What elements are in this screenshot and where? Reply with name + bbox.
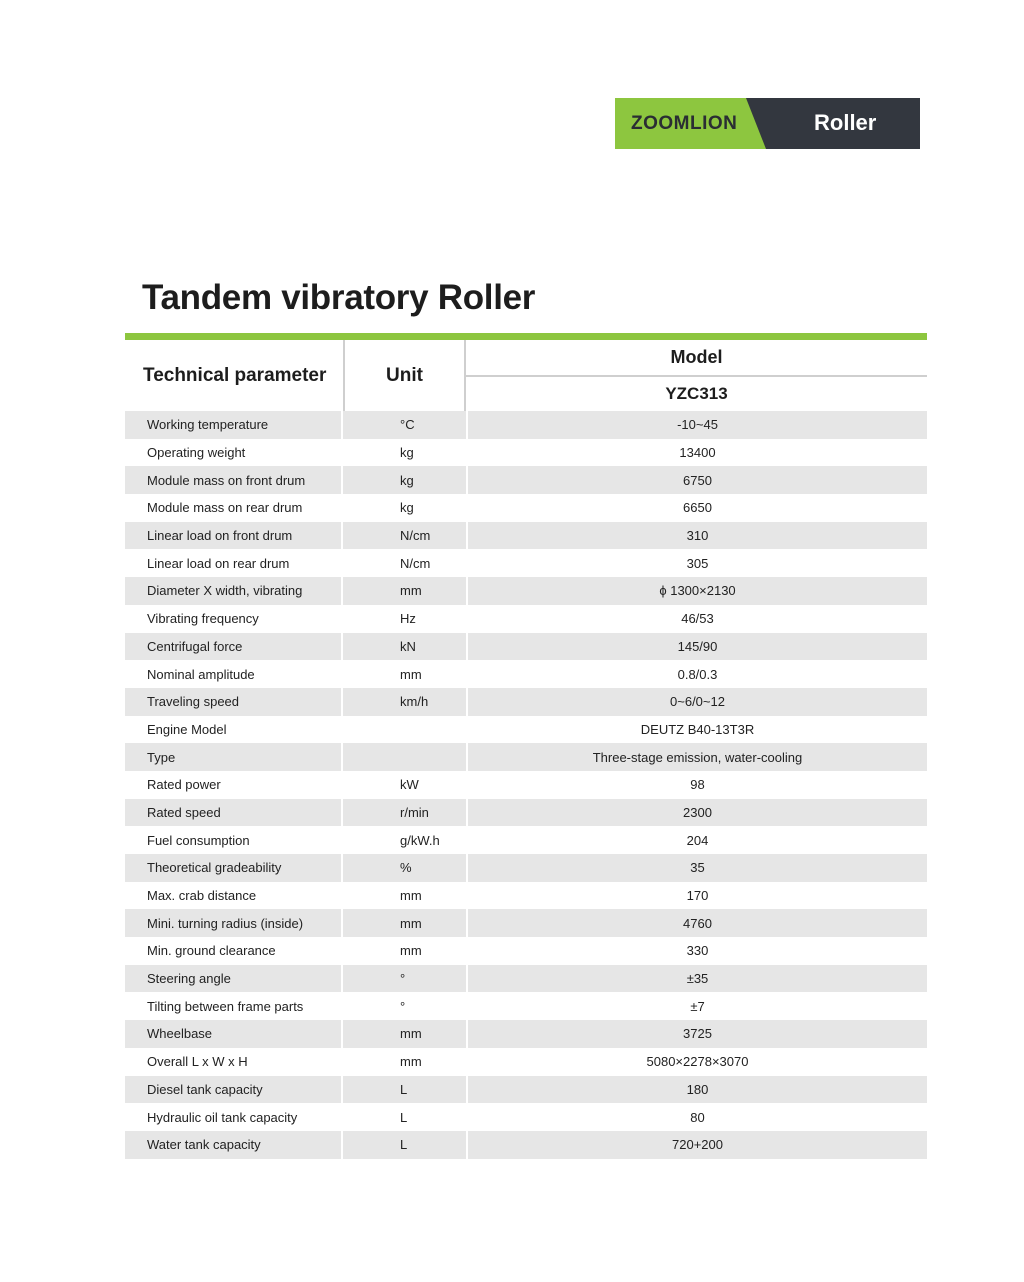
- param-cell: Theoretical gradeability: [125, 854, 341, 882]
- param-cell: Module mass on rear drum: [147, 500, 303, 516]
- unit-cell: L: [400, 1109, 408, 1125]
- unit-cell: °C: [343, 411, 466, 439]
- value-cell: 98: [690, 777, 705, 793]
- table-row: [125, 743, 927, 771]
- param-cell: Working temperature: [125, 411, 341, 439]
- table-row: [125, 909, 927, 937]
- value-cell: 13400: [679, 445, 716, 461]
- unit-cell: Hz: [400, 611, 416, 627]
- table-row: [125, 771, 927, 799]
- param-cell: Overall L x W x H: [147, 1054, 248, 1070]
- unit-cell: mm: [400, 666, 422, 682]
- table-row: [125, 716, 927, 744]
- table-row: [125, 577, 927, 605]
- unit-cell: [343, 716, 466, 744]
- page-title: Tandem vibratory Roller: [142, 278, 536, 317]
- param-cell: Wheelbase: [125, 1020, 341, 1048]
- table-row: [125, 937, 927, 965]
- unit-cell: °: [343, 965, 466, 993]
- param-cell: Diesel tank capacity: [125, 1076, 341, 1104]
- table-row: [125, 494, 927, 522]
- param-cell: Engine Model: [147, 721, 227, 737]
- unit-cell: L: [343, 1131, 466, 1159]
- unit-cell: kg: [400, 445, 414, 461]
- zoomlion-logo: ZOOMLION: [631, 113, 738, 134]
- param-cell: Nominal amplitude: [147, 666, 255, 682]
- value-cell: 0~6/0~12: [468, 688, 927, 716]
- value-cell: 204: [686, 832, 709, 848]
- unit-cell: g/kW.h: [400, 832, 440, 848]
- title-divider: [125, 333, 927, 340]
- value-cell: 3725: [468, 1020, 927, 1048]
- unit-cell: N/cm: [343, 522, 466, 550]
- table-row: [125, 992, 927, 1020]
- value-cell: 4760: [468, 909, 927, 937]
- value-cell: Three-stage emission, water-cooling: [468, 743, 927, 771]
- table-row: [125, 522, 927, 550]
- value-cell: 145/90: [468, 633, 927, 661]
- value-cell: 310: [468, 522, 927, 550]
- param-cell: Type: [125, 743, 341, 771]
- unit-cell: kg: [400, 500, 414, 516]
- value-cell: 305: [686, 555, 709, 571]
- table-row: [125, 1048, 927, 1076]
- value-cell: 170: [686, 888, 709, 904]
- param-cell: Rated speed: [125, 799, 341, 827]
- header-unit: Unit: [343, 340, 466, 411]
- param-cell: Linear load on rear drum: [147, 555, 290, 571]
- unit-cell: %: [343, 854, 466, 882]
- header-model: Model: [466, 340, 927, 377]
- table-row: [125, 411, 927, 439]
- param-cell: Fuel consumption: [147, 832, 250, 848]
- param-cell: Module mass on front drum: [125, 466, 341, 494]
- table-row: [125, 826, 927, 854]
- table-row: [125, 799, 927, 827]
- param-cell: Vibrating frequency: [147, 611, 259, 627]
- param-cell: Rated power: [147, 777, 221, 793]
- value-cell: 2300: [468, 799, 927, 827]
- value-cell: ±35: [468, 965, 927, 993]
- header-parameter: Technical parameter: [143, 364, 327, 386]
- unit-cell: mm: [343, 577, 466, 605]
- unit-cell: mm: [400, 888, 422, 904]
- value-cell: ±7: [690, 998, 705, 1014]
- unit-cell: mm: [343, 1020, 466, 1048]
- value-cell: 720+200: [468, 1131, 927, 1159]
- unit-cell: [343, 743, 466, 771]
- value-cell: 5080×2278×3070: [646, 1054, 749, 1070]
- table-row: [125, 1076, 927, 1104]
- table-row: [125, 1103, 927, 1131]
- value-cell: 35: [468, 854, 927, 882]
- value-cell: 6650: [683, 500, 712, 516]
- table-header: [125, 340, 927, 411]
- value-cell: ϕ 1300×2130: [468, 577, 927, 605]
- product-category: Roller: [814, 110, 877, 135]
- table-row: [125, 660, 927, 688]
- unit-cell: kW: [400, 777, 419, 793]
- unit-cell: mm: [343, 909, 466, 937]
- value-cell: DEUTZ B40-13T3R: [640, 721, 755, 737]
- table-row: [125, 633, 927, 661]
- param-cell: Min. ground clearance: [147, 943, 276, 959]
- param-cell: Max. crab distance: [147, 888, 257, 904]
- value-cell: 330: [686, 943, 709, 959]
- table-row: [125, 466, 927, 494]
- unit-cell: r/min: [343, 799, 466, 827]
- spec-table-body: [125, 411, 927, 1159]
- param-cell: Water tank capacity: [125, 1131, 341, 1159]
- param-cell: Operating weight: [147, 445, 246, 461]
- table-row: [125, 688, 927, 716]
- value-cell: 180: [468, 1076, 927, 1104]
- table-row: [125, 439, 927, 467]
- header-model-name: YZC313: [665, 384, 728, 403]
- unit-cell: km/h: [343, 688, 466, 716]
- table-row: [125, 549, 927, 577]
- table-row: [125, 882, 927, 910]
- param-cell: Linear load on front drum: [125, 522, 341, 550]
- value-cell: 0.8/0.3: [677, 666, 718, 682]
- param-cell: Tilting between frame parts: [147, 998, 304, 1014]
- table-row: [125, 605, 927, 633]
- value-cell: 80: [690, 1109, 705, 1125]
- param-cell: Steering angle: [125, 965, 341, 993]
- unit-cell: mm: [400, 943, 422, 959]
- value-cell: 6750: [468, 466, 927, 494]
- param-cell: Mini. turning radius (inside): [125, 909, 341, 937]
- unit-cell: mm: [400, 1054, 422, 1070]
- table-row: [125, 854, 927, 882]
- unit-cell: kg: [343, 466, 466, 494]
- param-cell: Traveling speed: [125, 688, 341, 716]
- value-cell: 46/53: [681, 611, 714, 627]
- param-cell: Hydraulic oil tank capacity: [147, 1109, 298, 1125]
- value-cell: -10~45: [468, 411, 927, 439]
- param-cell: Centrifugal force: [125, 633, 341, 661]
- unit-cell: °: [400, 998, 406, 1014]
- table-row: [125, 1131, 927, 1159]
- table-row: [125, 965, 927, 993]
- unit-cell: N/cm: [400, 555, 431, 571]
- param-cell: Diameter X width, vibrating: [125, 577, 341, 605]
- unit-cell: kN: [343, 633, 466, 661]
- unit-cell: L: [343, 1076, 466, 1104]
- brand-banner: [615, 98, 920, 149]
- table-row: [125, 1020, 927, 1048]
